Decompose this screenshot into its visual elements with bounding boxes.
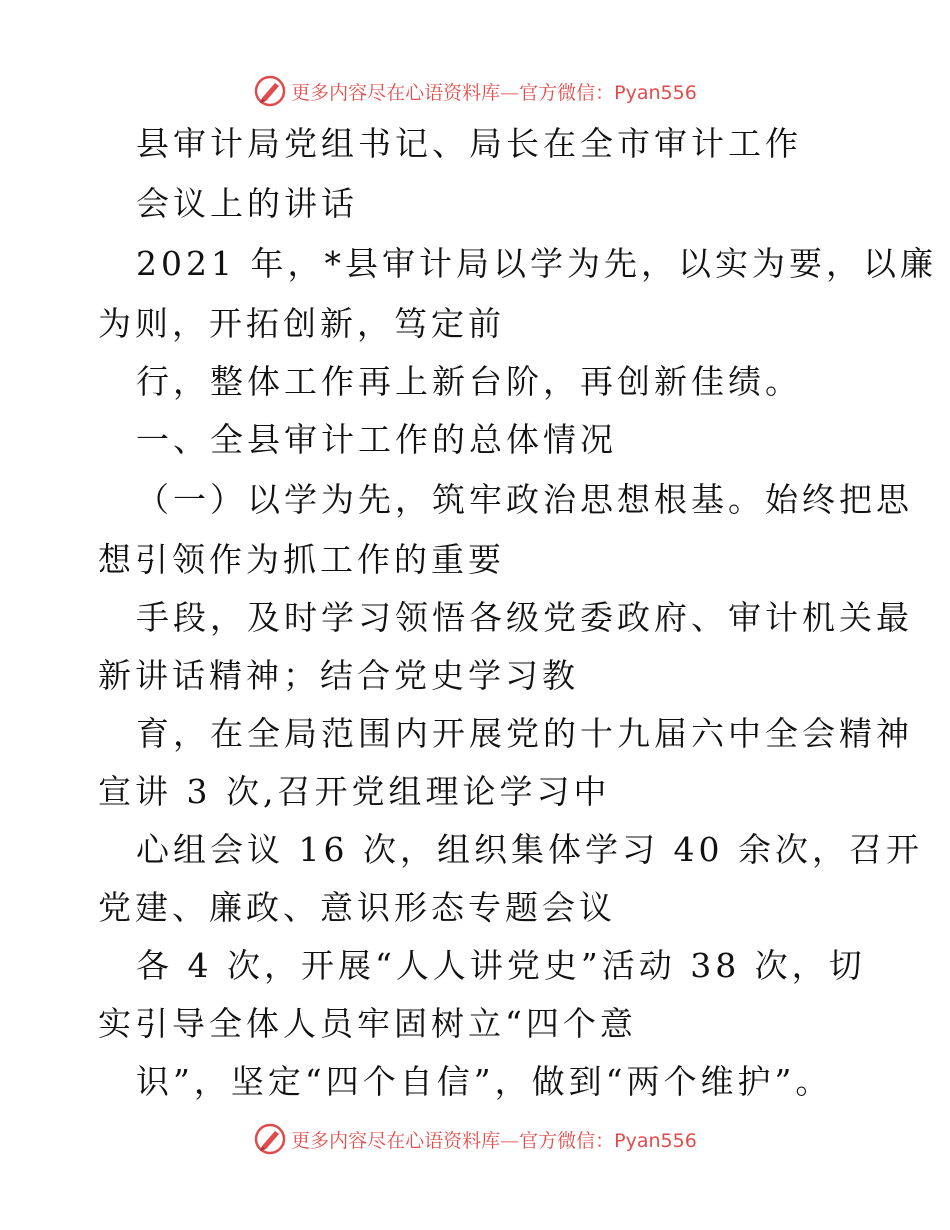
- pen-logo-icon: [253, 74, 287, 108]
- body-line: 识”，坚定“四个自信”，做到“两个维护”。: [136, 1062, 833, 1101]
- body-line: 育，在全局范围内开展党的十九届六中全会精神: [136, 714, 913, 753]
- body-line: 想引领作为抓工作的重要: [98, 540, 505, 579]
- body-line: 宣讲 3 次,召开党组理论学习中: [98, 772, 611, 811]
- watermark-header: [0, 74, 950, 108]
- section-heading: 一、全县审计工作的总体情况: [136, 420, 617, 459]
- body-line: 各 4 次，开展“人人讲党史”活动 38 次，切: [136, 946, 866, 985]
- title-line-2: 会议上的讲话: [136, 184, 358, 223]
- body-line: （一）以学为先，筑牢政治思想根基。始终把思: [136, 480, 913, 519]
- body-line: 实引导全体人员牢固树立“四个意: [98, 1004, 637, 1043]
- watermark-brand: 更多内容尽在心语资料库: [291, 1129, 501, 1152]
- body-line: 新讲话精神；结合党史学习教: [98, 656, 579, 695]
- body-line: 为则，开拓创新，笃定前: [98, 304, 505, 343]
- watermark-dash: —: [500, 81, 520, 104]
- watermark-footer: [0, 1122, 950, 1156]
- watermark-text: [291, 1126, 697, 1153]
- body-line: 手段，及时学习领悟各级党委政府、审计机关最: [136, 598, 913, 637]
- watermark-account: 官方微信：Pyan556: [519, 1129, 697, 1152]
- body-line: 党建、廉政、意识形态专题会议: [98, 888, 616, 927]
- pen-logo-icon: [253, 1122, 287, 1156]
- watermark-account: 官方微信：Pyan556: [519, 81, 697, 104]
- watermark-text: [291, 78, 697, 105]
- title-line-1: 县审计局党组书记、局长在全市审计工作: [136, 124, 802, 163]
- watermark-brand: 更多内容尽在心语资料库: [291, 81, 501, 104]
- body-line: 心组会议 16 次，组织集体学习 40 余次，召开: [136, 830, 923, 869]
- body-line: 2021 年，*县审计局以学为先，以实为要，以廉: [136, 244, 937, 283]
- watermark-dash: —: [500, 1129, 520, 1152]
- body-line: 行，整体工作再上新台阶，再创新佳绩。: [136, 362, 802, 401]
